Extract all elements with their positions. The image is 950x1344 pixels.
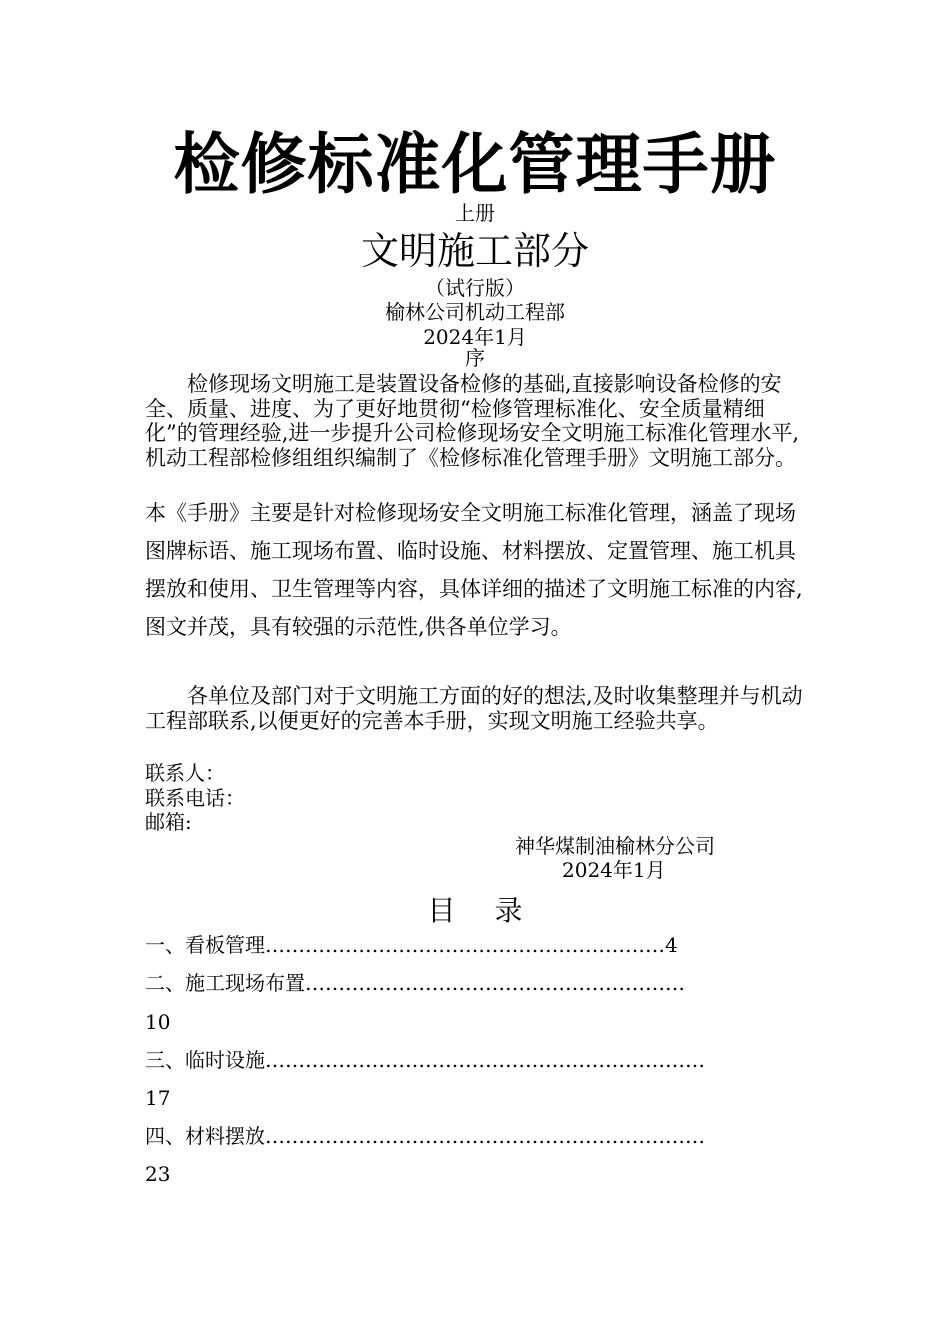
email-label: 邮箱: <box>145 810 192 834</box>
contact-person-label: 联系人： <box>145 761 225 785</box>
department-name: 榆林公司机动工程部 <box>385 300 565 324</box>
preface-paragraph-1: 检修现场文明施工是装置设备检修的基础,直接影响设备检修的安全、质量、进度、为了更好地贯彻“检修管理标准化、安全质量精细化”的管理经验,进一步提升公司检修现场安全文明施工标准化管理水平,机动工程部检修组组织编制了《检修标准化管理手册》文明施工部分。 <box>145 372 800 470</box>
manual-title: 检修标准化管理手册 <box>173 125 777 203</box>
publish-date: 2024年1月 <box>423 325 527 349</box>
toc-entry[interactable]: 一、看板管理……………………………………………………4 <box>145 933 678 957</box>
volume-label: 上册 <box>455 201 495 225</box>
toc-heading: 目 录 <box>427 894 523 927</box>
contact-phone-label: 联系电话： <box>145 786 245 810</box>
preface-heading: 序 <box>465 346 485 370</box>
toc-page-number: 23 <box>145 1162 171 1186</box>
toc-page-number: 17 <box>145 1086 171 1110</box>
toc-entry[interactable]: 四、材料摆放………………………………………………………… <box>145 1124 705 1148</box>
signature-organization: 神华煤制油榆林分公司 <box>515 834 715 858</box>
toc-entry[interactable]: 二、施工现场布置………………………………………………… <box>145 971 685 995</box>
toc-page-number: 10 <box>145 1010 171 1034</box>
edition-label: （试行版） <box>425 276 525 300</box>
signature-date: 2024年1月 <box>562 858 666 882</box>
part-title: 文明施工部分 <box>360 229 589 273</box>
preface-paragraph-3: 各单位及部门对于文明施工方面的好的想法,及时收集整理并与机动工程部联系,以便更好的完善本手册，实现文明施工经验共享。 <box>145 684 803 733</box>
preface-paragraph-2: 本《手册》主要是针对检修现场安全文明施工标准化管理，涵盖了现场图牌标语、施工现场布置、临时设施、材料摆放、定置管理、施工机具摆放和使用、卫生管理等内容，具体详细的描述了文明施工标准的内容,图文并茂，具有较强的示范性,供各单位学习。 <box>145 501 803 639</box>
toc-entry[interactable]: 三、临时设施………………………………………………………… <box>145 1048 705 1072</box>
